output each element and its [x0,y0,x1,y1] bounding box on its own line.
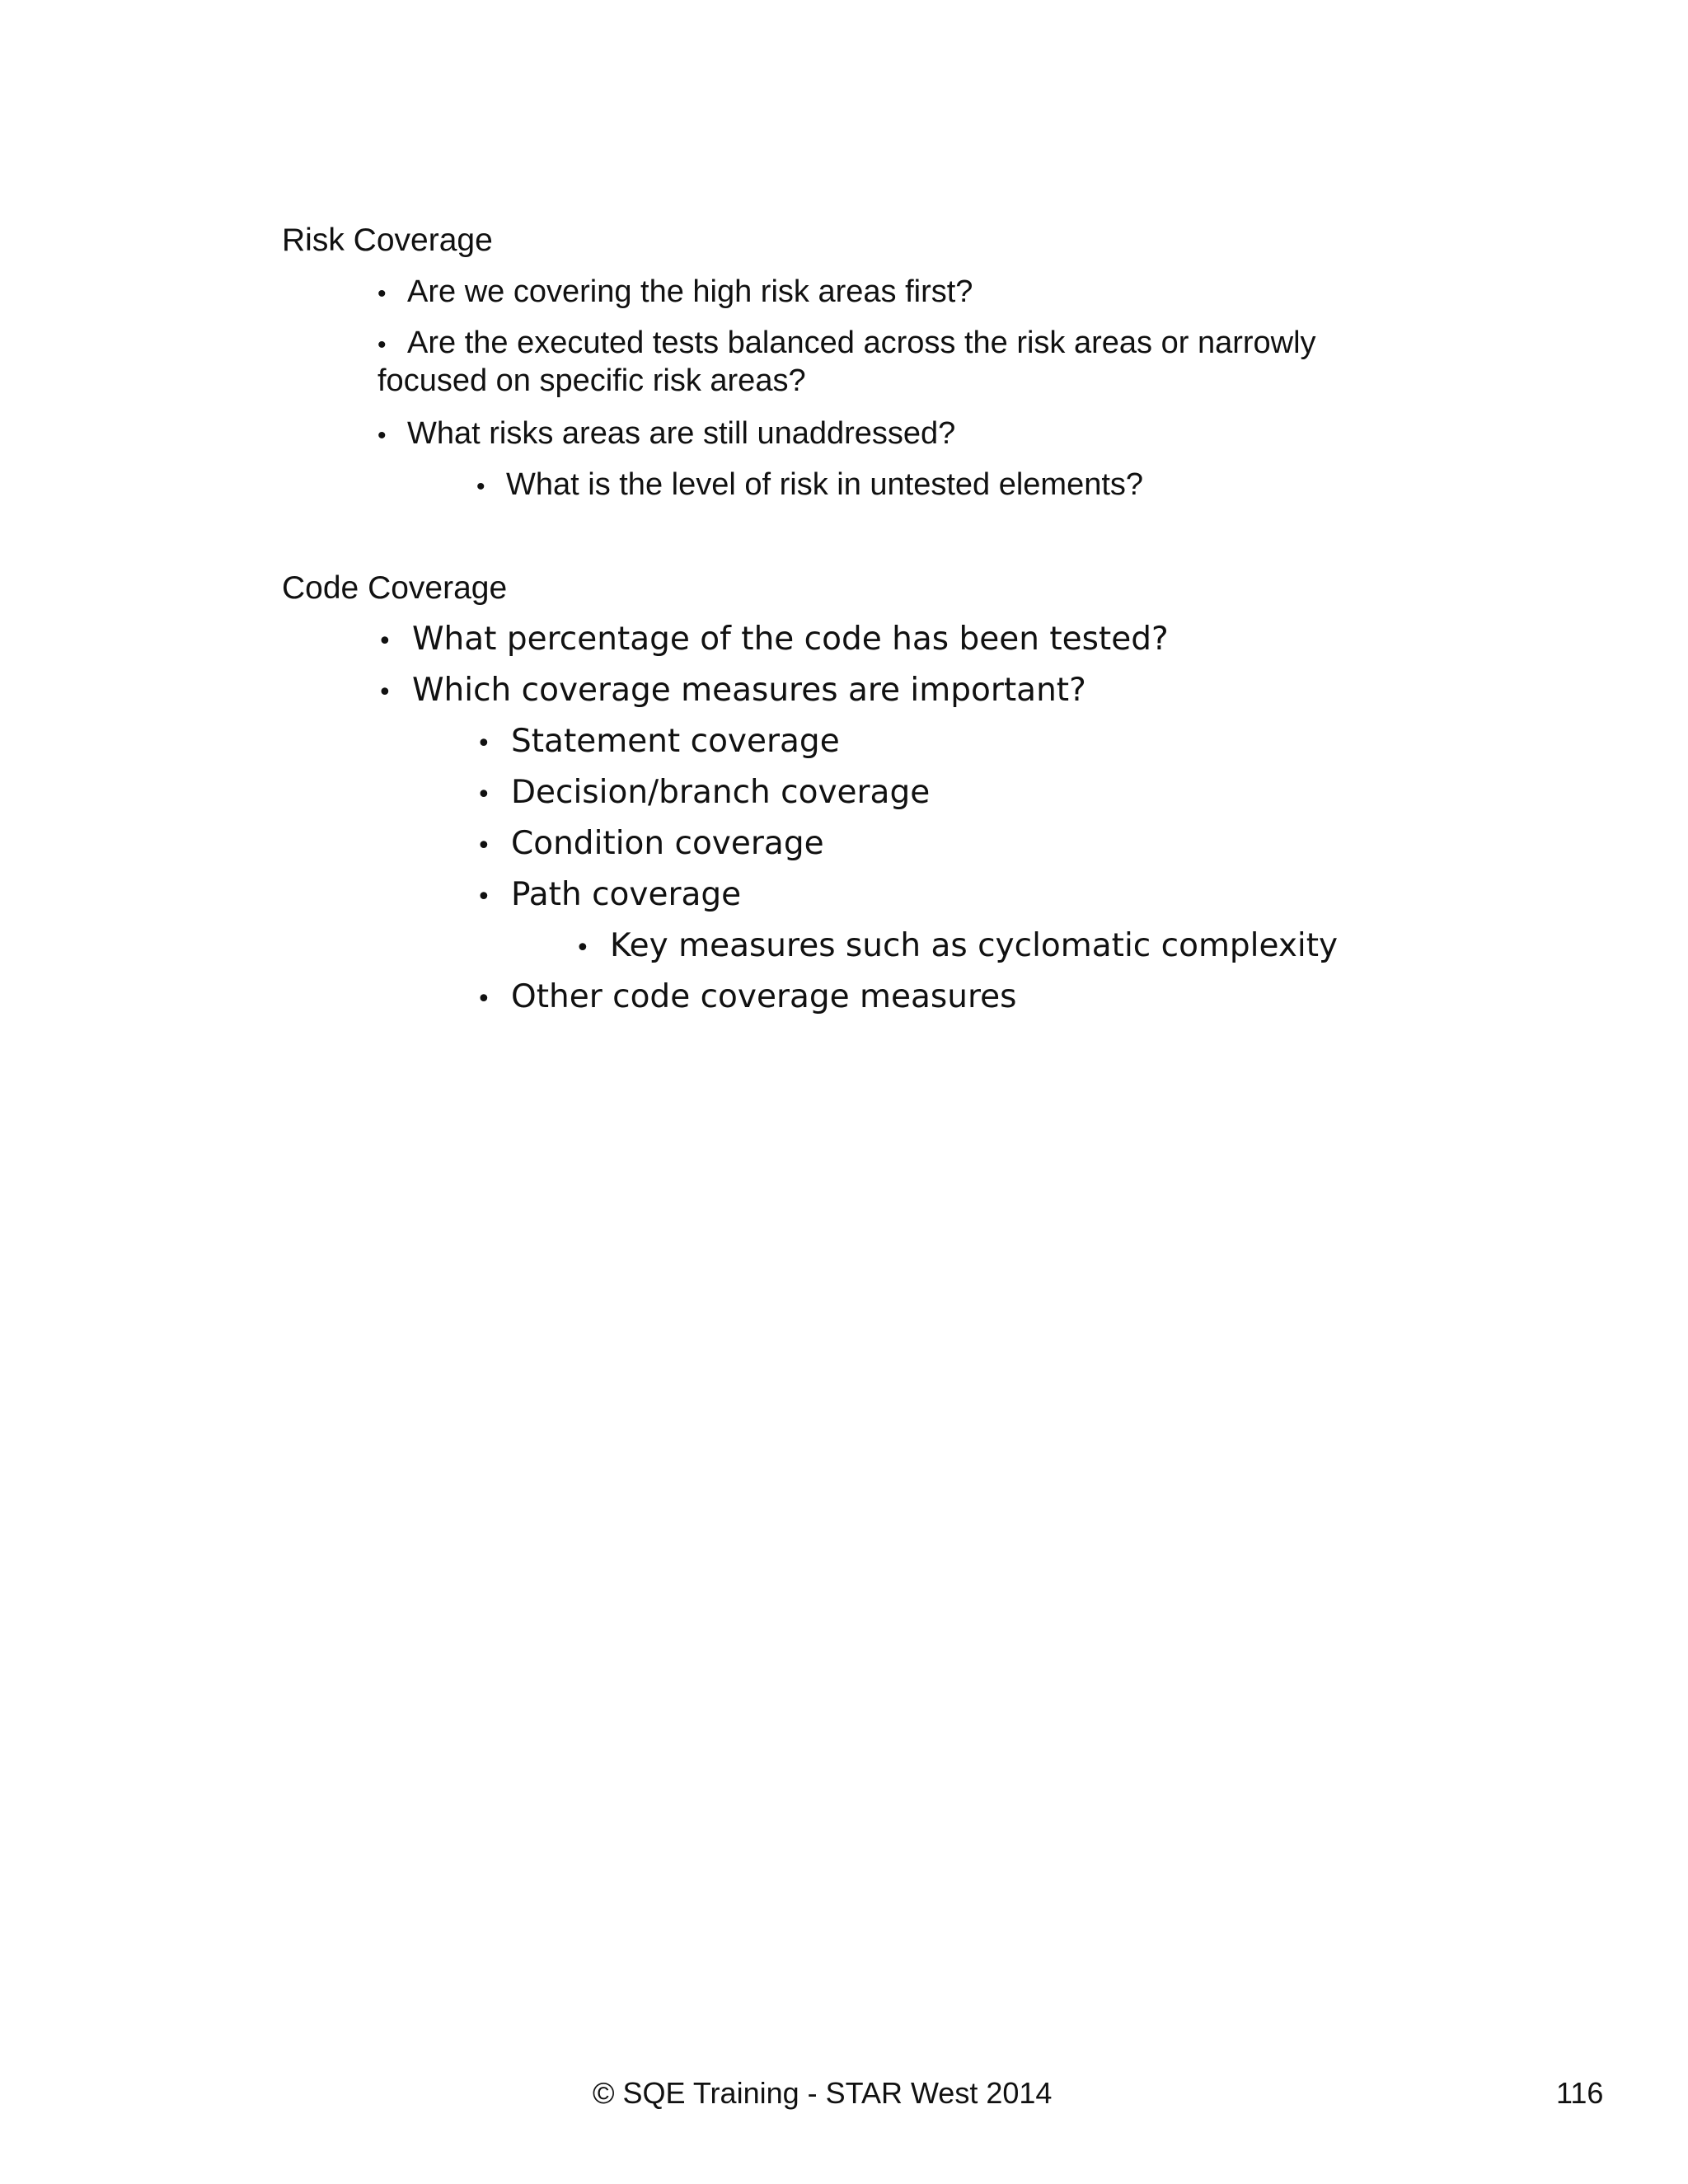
list-item [377,272,973,314]
list-item [476,823,824,867]
bullet-icon: • [476,832,491,860]
list-item-text: Are the executed tests balanced across the risk areas or narrowly [407,326,1316,360]
code-coverage-heading: Code Coverage [282,570,508,606]
list-item [575,926,1338,969]
footer-copyright: © SQE Training - STAR West 2014 [593,2076,1053,2110]
list-item [377,323,1316,365]
list-item-text: What risks areas are still unaddressed? [407,416,956,451]
bullet-icon: • [377,422,387,449]
list-item-continuation: focused on specific risk areas? [377,363,806,398]
list-item-text: Are we covering the high risk areas first? [407,274,973,309]
bullet-icon: • [377,678,392,707]
bullet-icon: • [476,985,491,1014]
list-item [476,772,930,816]
bullet-icon: • [575,934,590,963]
list-item-text: Condition coverage [511,825,824,862]
bullet-icon: • [377,331,387,359]
list-item [476,874,741,918]
bullet-icon: • [377,627,392,656]
list-item-text: What percentage of the code has been tested? [412,621,1169,658]
list-item-text: Which coverage measures are important? [412,672,1086,709]
bullet-icon: • [377,280,387,307]
list-item [377,670,1086,714]
list-item-text: Path coverage [511,876,742,913]
risk-coverage-heading: Risk Coverage [282,223,493,258]
list-item-text: Statement coverage [511,723,840,760]
list-item [377,619,1169,663]
list-item-text: What is the level of risk in untested elements? [506,467,1144,502]
list-item [476,465,1143,507]
list-item [476,977,1016,1020]
list-item-text: Other code coverage measures [511,978,1017,1015]
list-item-text: Decision/branch coverage [511,774,931,811]
page-number: 116 [1556,2076,1604,2110]
list-item [476,721,840,765]
bullet-icon: • [476,883,491,912]
list-item-text: Key measures such as cyclomatic complexity [610,927,1339,964]
bullet-icon: • [476,473,485,500]
bullet-icon: • [476,729,491,758]
list-item [377,414,955,456]
bullet-icon: • [476,780,491,809]
